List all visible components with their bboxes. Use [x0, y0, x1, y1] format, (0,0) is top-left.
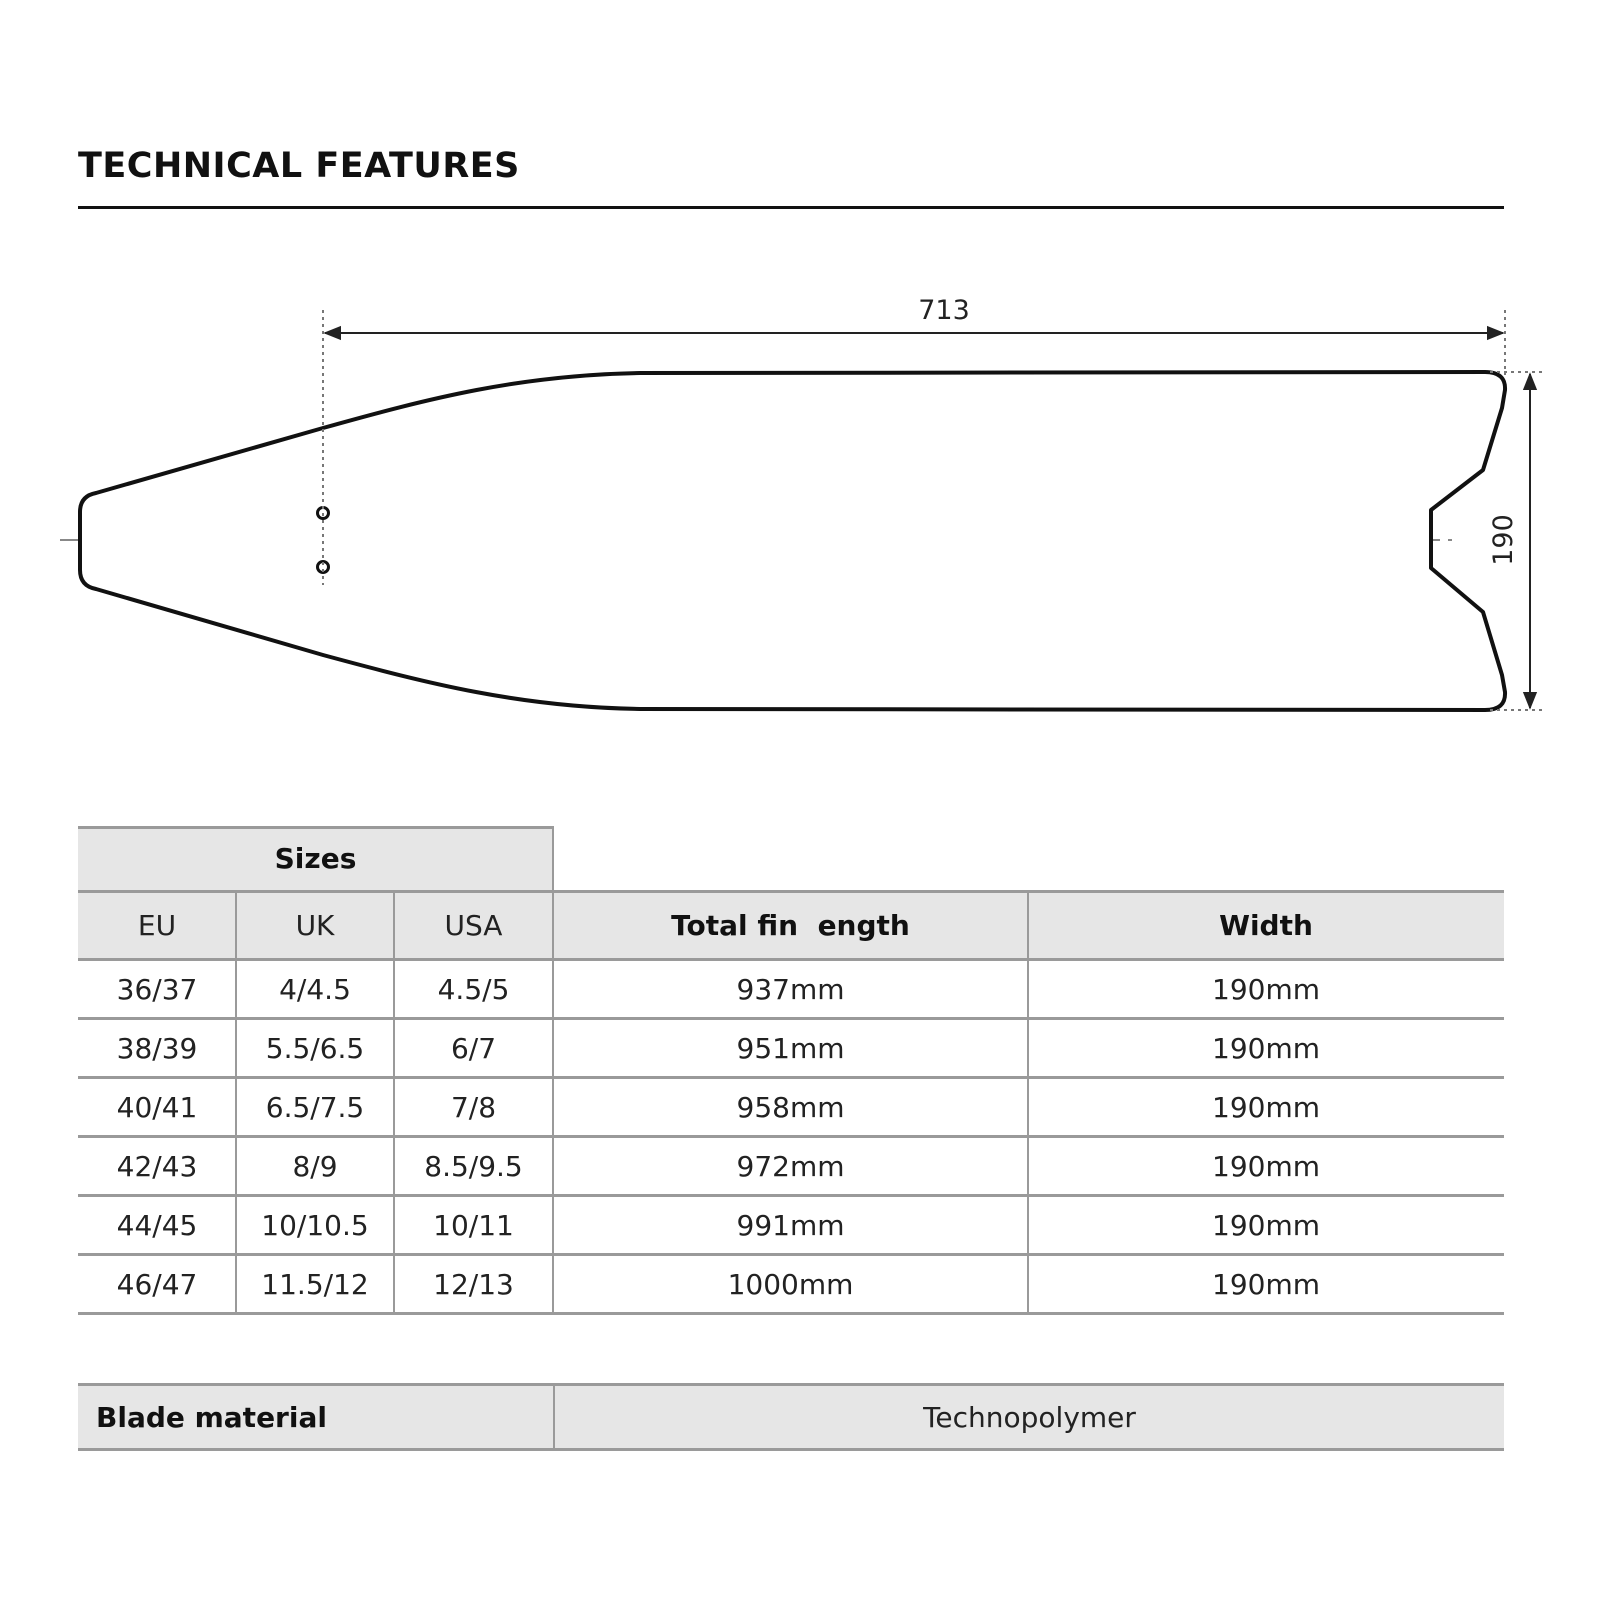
- cell-usa: 12/13: [433, 1267, 514, 1301]
- cell-usa: 7/8: [450, 1090, 497, 1124]
- column-header-uk: [236, 893, 394, 958]
- cell-total-length: 991mm: [736, 1208, 845, 1242]
- table-border: [235, 890, 237, 1315]
- table-border: [1027, 890, 1029, 1315]
- cell-uk: 4/4.5: [279, 972, 351, 1006]
- width-dimension-label: 190: [1488, 514, 1519, 566]
- cell-total-length: 972mm: [736, 1149, 845, 1183]
- column-header-usa: [394, 893, 553, 958]
- column-header-label: USA: [444, 909, 503, 942]
- cell-usa: 4.5/5: [437, 972, 510, 1006]
- material-value: Technopolymer: [923, 1400, 1136, 1434]
- column-header-label: UK: [295, 909, 335, 942]
- cell-width: 190mm: [1212, 1208, 1320, 1242]
- cell-eu: 42/43: [116, 1149, 198, 1183]
- cell-uk: 5.5/6.5: [265, 1031, 365, 1065]
- table-border: [78, 1076, 1504, 1079]
- table-border: [78, 1194, 1504, 1197]
- material-label-cell: [78, 1386, 553, 1448]
- cell-width: 190mm: [1212, 1031, 1320, 1065]
- column-header-label: Total fin ength: [671, 909, 910, 942]
- table-border: [78, 890, 1504, 893]
- fin-blade-drawing: [0, 290, 1600, 730]
- cell-total-length: 958mm: [736, 1090, 845, 1124]
- sizes-group-label: Sizes: [274, 842, 357, 875]
- cell-width: 190mm: [1212, 1149, 1320, 1183]
- table-border: [78, 826, 553, 829]
- cell-total-length: 937mm: [736, 972, 845, 1006]
- cell-eu: 38/39: [116, 1031, 198, 1065]
- blade-outline: [80, 372, 1505, 710]
- cell-eu: 36/37: [116, 972, 198, 1006]
- length-dimension-label: 713: [918, 295, 970, 326]
- cell-width: 190mm: [1212, 972, 1320, 1006]
- cell-usa: 8.5/9.5: [424, 1149, 523, 1183]
- column-header-label: Width: [1219, 909, 1313, 942]
- material-value-cell: [555, 1386, 1504, 1448]
- cell-width: 190mm: [1212, 1090, 1320, 1124]
- cell-uk: 8/9: [292, 1149, 338, 1183]
- cell-usa: 6/7: [450, 1031, 497, 1065]
- table-border: [78, 958, 1504, 961]
- title-divider: [78, 206, 1504, 209]
- cell-eu: 46/47: [116, 1267, 198, 1301]
- sizes-group-header: [78, 827, 553, 890]
- table-border: [78, 1253, 1504, 1256]
- cell-uk: 6.5/7.5: [265, 1090, 365, 1124]
- column-header-label: EU: [137, 909, 177, 942]
- cell-eu: 40/41: [116, 1090, 198, 1124]
- column-header-width: [1028, 893, 1504, 958]
- table-border: [552, 826, 554, 1315]
- cell-uk: 11.5/12: [261, 1267, 369, 1301]
- column-header-eu: [78, 893, 236, 958]
- cell-total-length: 951mm: [736, 1031, 845, 1065]
- column-header-total-length: [553, 893, 1028, 958]
- table-border: [78, 1312, 1504, 1315]
- cell-eu: 44/45: [116, 1208, 198, 1242]
- table-border: [78, 1448, 1504, 1451]
- material-label: Blade material: [96, 1400, 327, 1434]
- table-border: [78, 1135, 1504, 1138]
- cell-width: 190mm: [1212, 1267, 1320, 1301]
- table-border: [78, 1017, 1504, 1020]
- cell-uk: 10/10.5: [261, 1208, 369, 1242]
- table-border: [393, 890, 395, 1315]
- cell-total-length: 1000mm: [727, 1267, 854, 1301]
- cell-usa: 10/11: [433, 1208, 514, 1242]
- table-border: [553, 1383, 555, 1451]
- page-title: TECHNICAL FEATURES: [78, 146, 520, 186]
